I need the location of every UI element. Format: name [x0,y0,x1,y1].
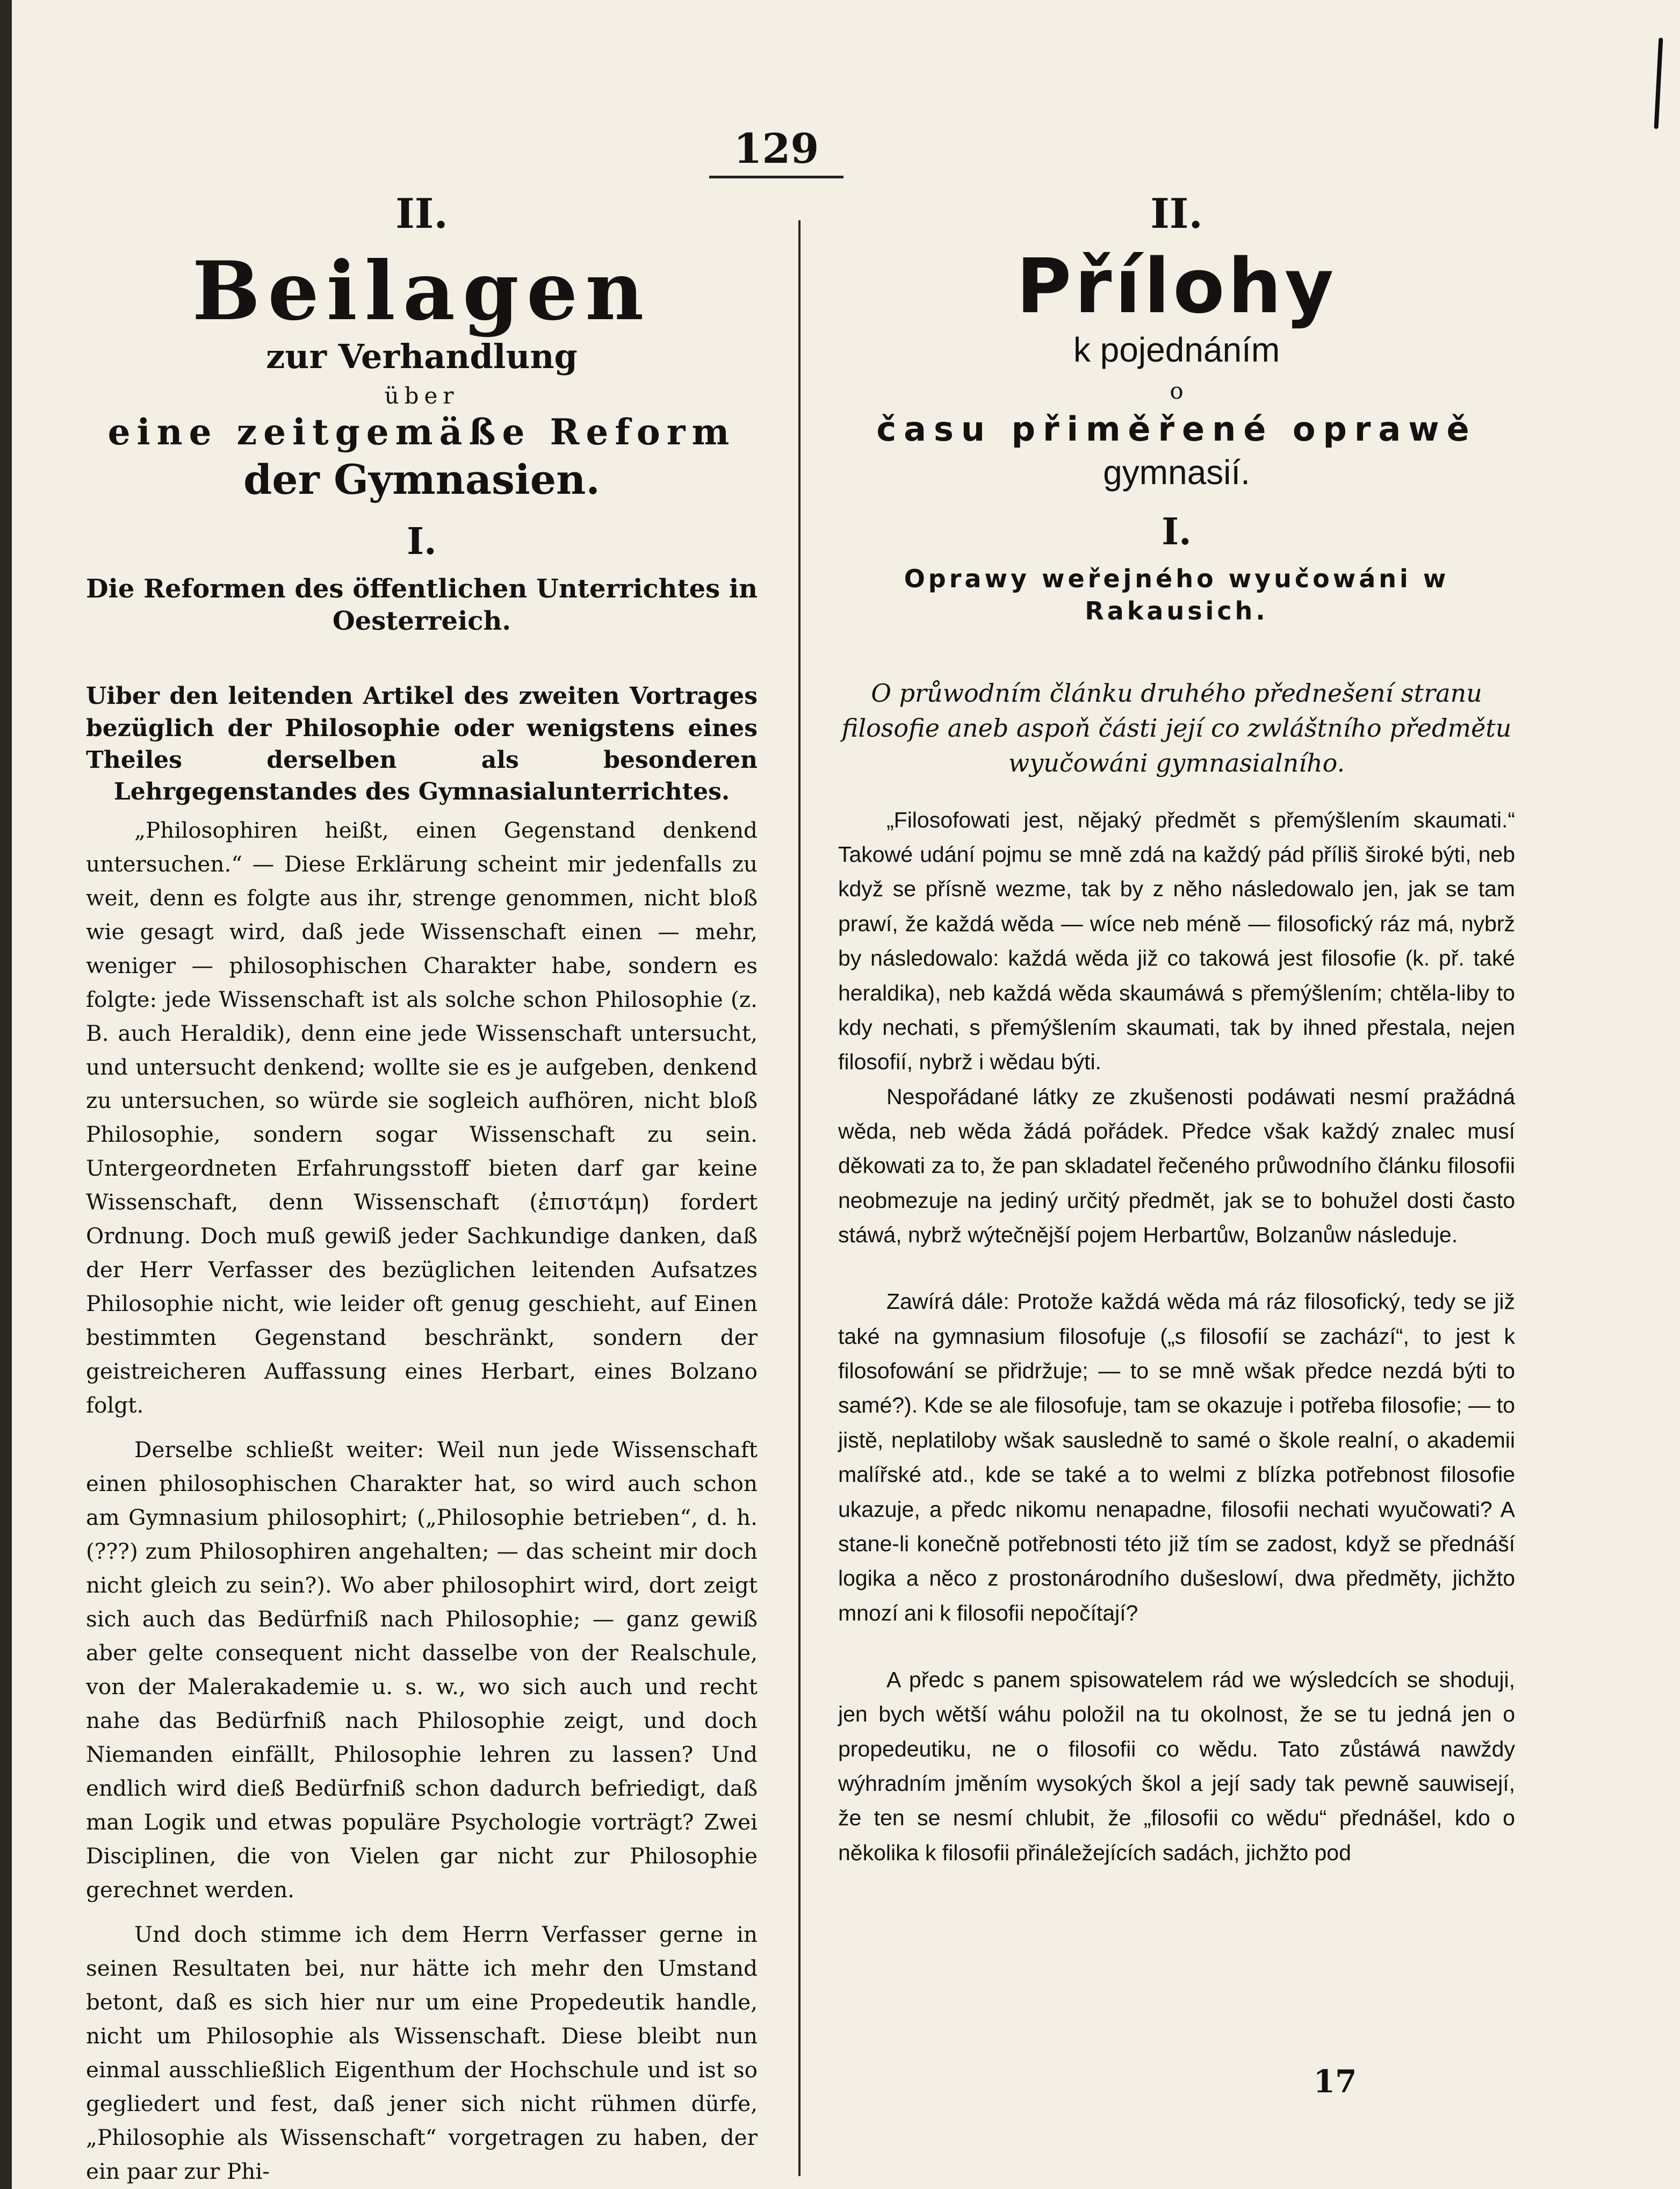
subtitle-line-2: o [1170,377,1184,404]
paragraph: Derselbe schließt weiter: Weil nun jede Wissenschaft einen philosophischen Charakter hat, so wird auch schon am Gymnasium philosophirt; („Philosophie betrieben“, d. h. (???) zum Philosophiren angehalten; — das scheint mir doch nicht gleich zu sein?). Wo aber philosophirt wird, dort zeigt sich auch das Bedürfniß nach Philosophie; — ganz gewiß aber gelte consequent nicht dasselbe von der Realschule, von der Malerakademie u. s. w., wo sich auch und recht nahe das Bedürfniß nach Philosophie zeigt, und doch Niemanden einfällt, Philosophie lehren zu lassen? Und endlich wird dieß Bedürfniß schon dadurch befriedigt, daß man Logik und etwas populäre Psychologie vorträgt? Zwei Disciplinen, die von Vielen gar nicht zur Philosophie gerechnet werden. [86,1437,758,1903]
subtitle-line-4: der Gymnasien. [243,455,600,503]
page-number: 129 [709,125,843,178]
part-title: Oprawy weřejného wyučowáni w Rakausich. [904,564,1450,625]
edge-mark [1654,38,1663,129]
paragraph: A předc s panem spisowatelem rád we wýsledcích se shoduji, jen bych wětší wáhu položil na tu okolnost, že se tu jedná jen o propedeutiku, ne o filosofii co wědu. Tato zůstáwá nawždy wýhradním jměním wysokých škol a její sady tak pewně sauwisejí, že ten se nesmí chlubit, že „filosofii co wědu“ přednášel, kdo o několika k filosofii přináležejících sadách, jichžto pod [838,1667,1515,1865]
paragraph: Und doch stimme ich dem Herrn Verfasser gerne in seinen Resultaten bei, nur hätte ich mehr den Umstand betont, daß es sich hier nur um eine Propedeutik handle, nicht um Philosophie als Wissenschaft. Diese bleibt nun einmal ausschließlich Eigenthum der Hochschule und ist so gegliedert und fest, daß jener sich nicht rühmen dürfe, „Philosophie als Wissenschaft“ vorgetragen zu haben, der ein paar zur Phi- [86,1921,758,2184]
german-column [86,190,758,2188]
part-number: I. [1162,510,1192,554]
subtitle-line-3: času přiměřené oprawě [876,409,1477,449]
subtitle-line-1: k pojednáním [1073,330,1280,369]
paragraph: Nespořádané látky ze zkušenosti podáwati nesmí pražádná wěda, neb wěda žádá pořádek. Předce však každý znalec musí děkowati za to, že pan skladatel řečeného průwodního článku filosofii neobmezuje na jediný určitý předmět, jak se to bohužel dosti často stáwá, nybrž wýtečnější pojem Herbartůw, Bolzanůw následuje. [838,1084,1515,1248]
section-number: II. [395,190,448,237]
article-intro: O průwodním článku druhého přednešení stranu filosofie aneb aspoň části její co zwláštního předmětu wyučowáni gymnasialního. [841,678,1512,778]
subtitle-line-3: eine zeitgemäße Reform [107,411,736,453]
signature-number: 17 [1313,2063,1357,2100]
main-title: Beilagen [192,244,652,339]
part-title: Die Reformen des öffentlichen Unterrichtes in Oesterreich. [86,574,758,637]
article-intro: Uiber den leitenden Artikel des zweiten Vortrages bezüglich der Philosophie oder wenigstens eines Theiles derselben als besonderen Lehrgegenstandes des Gymnasialunterrichtes. [86,682,758,806]
column-divider [798,220,801,2176]
part-number: I. [407,520,437,564]
czech-column [838,190,1515,1870]
paragraph: „Philosophiren heißt, einen Gegenstand denkend untersuchen.“ — Diese Erklärung scheint mir jedenfalls zu weit, denn es folgte aus ihr, strenge genommen, nicht bloß wie gesagt wird, daß jede Wissenschaft einen — mehr, weniger — philosophischen Charakter habe, sondern es folgte: jede Wissenschaft ist als solche schon Philosophie (z. B. auch Heraldik), denn eine jede Wissenschaft untersucht, und untersucht denkend; wollte sie es je aufgeben, denkend zu untersuchen, so würde sie sogleich aufhören, nicht bloß Philosophie, sondern sogar Wissenschaft zu sein. Untergeordneten Erfahrungsstoff bieten darf gar keine Wissenschaft, denn Wissenschaft (ἐπιστάμη) fordert Ordnung. Doch muß gewiß jeder Sachkundige danken, daß der Herr Verfasser des bezüglichen leitenden Aufsatzes Philosophie nicht, wie leider oft genug geschieht, auf Einen bestimmten Gegenstand beschränkt, sondern der geistreicheren Auffassung eines Herbart, eines Bolzano folgt. [86,817,758,1418]
subtitle-line-2: über [384,382,459,409]
subtitle-line-4: gymnasií. [1103,452,1250,492]
paragraph: Zawírá dále: Protože každá wěda má ráz filosofický, tedy se již také na gymnasium filosofuje („s filosofií se zachází“, to jest k filosofowání se přidržuje; — to se mně wšak předce nezdá býti to samé?). Kde se ale filosofuje, tam se okazuje i potřeba filosofie; — to jistě, neplatiloby wšak sausledně to samé o škole realní, o akademii malířské atd., kde se také a to welmi z blízka potřebnost filosofie ukazuje, a předc nikomu nenapadne, filosofii nechati wyučowati? A stane-li konečně potřebnosti této již tím se zadost, když se přednáší logika a něco z prostonárodního dušeslowí, dwa předměty, jichžto mnozí ani k filosofii nepočítají? [838,1289,1515,1625]
scan-border [0,0,12,2189]
main-title: Přílohy [1016,243,1337,330]
paragraph: „Filosofowati jest, nějaký předmět s přemýšlením skaumati.“ Takowé udání pojmu se mně zdá na každý pád příliš široké býti, neb když se přísně wezme, tak by z něho následowalo jen, jak se tam prawí, že každá wěda — wíce neb méně — filosofický ráz má, nybrž by následowalo: každá wěda již co takowá jest filosofie (k. př. také heraldika), neb každá wěda skaumáwá s přemýšlením; chtěla-liby to kdy nechati, s přemýšlením skaumati, tak by ihned přestala, nejen filosofií, nybrž i wědau býti. [838,807,1515,1075]
subtitle-line-1: zur Verhandlung [266,336,578,376]
section-number: II. [1150,190,1203,237]
